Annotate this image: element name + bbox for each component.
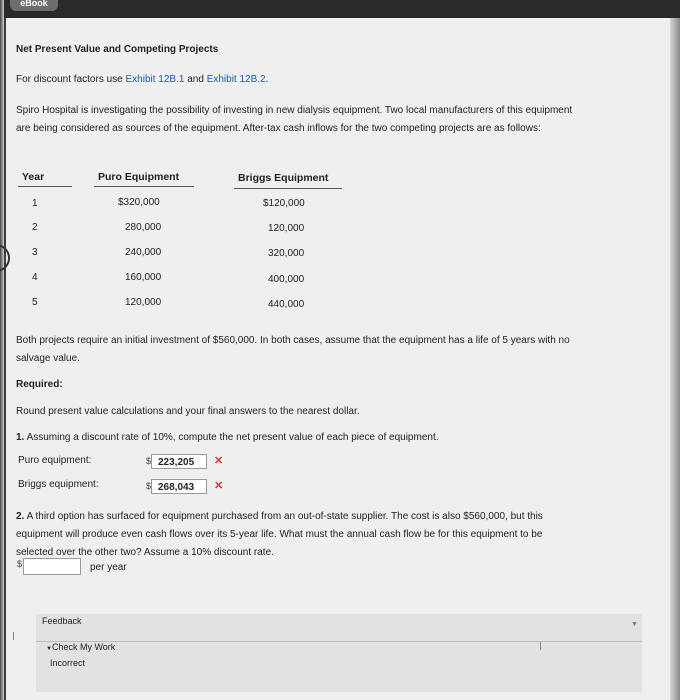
collapse-icon[interactable]: ▼: [631, 621, 638, 628]
annual-cash-flow-input[interactable]: [23, 558, 81, 575]
row-puro: 120,000: [125, 297, 162, 308]
question-2-text-1: A third option has surfaced for equipment purchased from an out-of-state supplier. The cost is also $560,000, but this: [26, 511, 543, 522]
q2-currency: $: [17, 559, 23, 569]
left-bezel: [0, 0, 4, 700]
discount-prefix: For discount factors use: [16, 74, 126, 85]
exhibit-12b2-link[interactable]: Exhibit 12B.2: [206, 74, 266, 85]
intro-line-2: are being considered as sources of the equipment. After-tax cash inflows for the two competing projects are as follows:: [16, 123, 541, 134]
header-rule-puro: [94, 186, 194, 187]
discount-note: [16, 74, 268, 85]
row-puro: 240,000: [125, 247, 162, 258]
required-heading: Required:: [16, 379, 63, 390]
problem-title: Net Present Value and Competing Projects: [16, 44, 219, 55]
puro-npv-input[interactable]: 223,205: [151, 454, 207, 469]
row-year: 5: [32, 297, 38, 308]
header-year: Year: [22, 171, 45, 183]
discount-suffix: .: [265, 74, 269, 85]
question-2-line-3: selected over the other two? Assume a 10% discount rate.: [16, 547, 274, 558]
investment-line-1: Both projects require an initial investment of $560,000. In both cases, assume that the equipment has a life of 5 years with no: [16, 335, 570, 346]
question-2-line-1: [16, 508, 666, 526]
row-briggs: 440,000: [268, 299, 305, 310]
feedback-title: Feedback: [42, 616, 82, 626]
briggs-label: Briggs equipment:: [18, 479, 99, 490]
header-briggs: Briggs Equipment: [238, 172, 329, 184]
question-2-line-2: equipment will produce even cash flows over its 5-year life. What must the annual cash flow be for this equipment to be: [16, 529, 543, 540]
check-my-work-toggle[interactable]: [46, 642, 115, 652]
check-my-work-label: Check My Work: [51, 642, 116, 652]
investment-paragraph: [16, 332, 666, 368]
top-bar: [0, 0, 680, 18]
row-briggs: 120,000: [268, 223, 305, 234]
row-puro: 280,000: [125, 222, 162, 233]
feedback-status: Incorrect: [50, 658, 86, 668]
per-year-label: per year: [90, 562, 127, 573]
row-puro: $320,000: [118, 197, 160, 208]
row-year: 4: [32, 272, 38, 283]
investment-line-2: salvage value.: [16, 353, 80, 364]
feedback-divider: [36, 641, 642, 642]
right-bezel: [670, 18, 680, 700]
row-briggs: 320,000: [268, 248, 305, 259]
puro-label: Puro equipment:: [18, 455, 92, 466]
puro-incorrect-icon: ✕: [214, 455, 224, 467]
feedback-panel: [36, 614, 642, 692]
header-rule-briggs: [234, 188, 342, 189]
question-2: [16, 508, 666, 562]
row-year: 2: [32, 222, 38, 233]
briggs-npv-input[interactable]: 268,043: [151, 479, 207, 494]
briggs-incorrect-icon: ✕: [214, 480, 224, 492]
row-briggs: 400,000: [268, 274, 305, 285]
row-briggs: $120,000: [263, 198, 305, 209]
intro-line-1: Spiro Hospital is investigating the possibility of investing in new dialysis equipment. Two local manufacturers of this equipment: [16, 105, 573, 116]
intro-paragraph: [16, 102, 666, 138]
margin-mark: [13, 632, 14, 640]
question-1-number: 1.: [16, 432, 25, 443]
question-1-text: Assuming a discount rate of 10%, compute the net present value of each piece of equipment.: [26, 432, 439, 443]
row-year: 3: [32, 247, 38, 258]
row-puro: 160,000: [125, 272, 162, 283]
briggs-currency: $: [146, 481, 152, 491]
puro-currency: $: [146, 456, 152, 466]
rounding-note: Round present value calculations and your final answers to the nearest dollar.: [16, 406, 360, 417]
header-rule-year: [18, 186, 72, 187]
cursor-mark: [540, 642, 541, 650]
row-year: 1: [32, 198, 38, 209]
discount-and: and: [184, 74, 207, 85]
question-page: [6, 18, 674, 700]
question-2-number: 2.: [16, 511, 25, 522]
question-1: [16, 432, 439, 443]
expand-caret-icon: ▼: [46, 646, 52, 652]
header-puro: Puro Equipment: [98, 171, 180, 183]
ebook-tab[interactable]: eBook: [10, 0, 58, 11]
exhibit-12b1-link[interactable]: Exhibit 12B.1: [125, 74, 185, 85]
